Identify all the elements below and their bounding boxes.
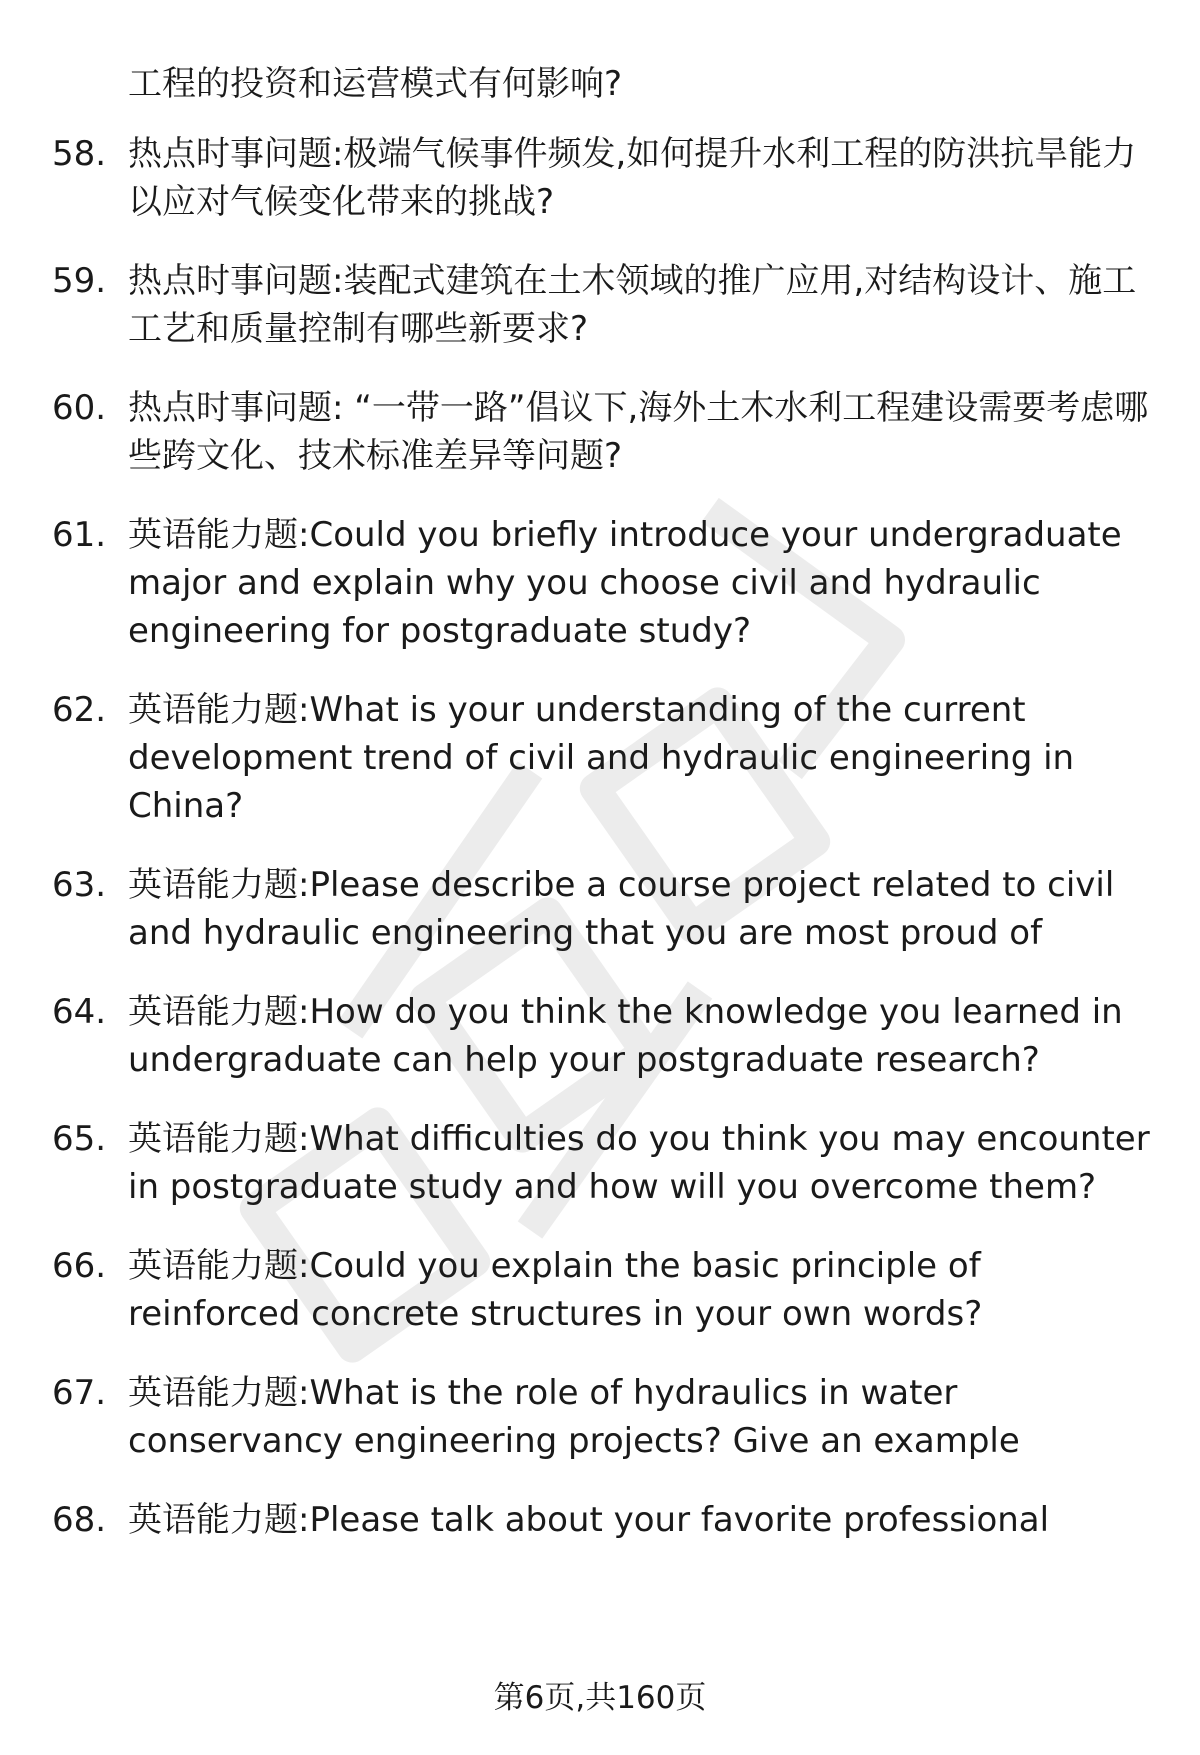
question-number: 62. [52, 690, 107, 730]
list-item [0, 257, 1200, 353]
question-number: 59. [52, 261, 107, 301]
list-item [0, 1242, 1200, 1338]
question-text: 热点时事问题:极端气候事件频发,如何提升水利工程的防洪抗旱能力以应对气候变化带来的挑战? [128, 134, 1137, 222]
page-footer: 第6页,共160页 [493, 1680, 707, 1716]
question-number: 65. [52, 1119, 107, 1159]
question-number: 61. [52, 515, 107, 555]
question-number: 66. [52, 1246, 107, 1286]
question-number: 67. [52, 1373, 107, 1413]
question-text: 英语能力题:Please talk about your favorite professional [128, 1500, 1050, 1540]
question-number: 68. [52, 1500, 107, 1540]
list-item [0, 1369, 1200, 1465]
question-text: 热点时事问题:装配式建筑在土木领域的推广应用,对结构设计、施工工艺和质量控制有哪些新要求? [128, 261, 1137, 349]
question-number: 63. [52, 865, 107, 905]
list-item [0, 1496, 1200, 1544]
question-text: 英语能力题:What difficulties do you think you may encounter in postgraduate study and how will you overcome them? [128, 1119, 1150, 1207]
question-text: 英语能力题:What is your understanding of the current development trend of civil and hydraulic engineering in China? [128, 690, 1075, 826]
question-text: 英语能力题:How do you think the knowledge you learned in undergraduate can help your postgraduate research? [128, 992, 1123, 1080]
question-text: 英语能力题:Could you explain the basic principle of reinforced concrete structures in your own words? [128, 1246, 983, 1334]
list-item [0, 861, 1200, 957]
list-item [0, 988, 1200, 1084]
list-item [0, 130, 1200, 226]
question-text: 英语能力题:Could you briefly introduce your undergraduate major and explain why you choose civil and hydraulic engineering for postgraduate study? [128, 515, 1122, 651]
question-text: 英语能力题:What is the role of hydraulics in water conservancy engineering projects? Give an example [128, 1373, 1020, 1461]
list-item [0, 511, 1200, 655]
continuation-text: 工程的投资和运营模式有何影响? [128, 64, 623, 104]
list-item [0, 384, 1200, 480]
question-number: 60. [52, 388, 107, 428]
question-number: 58. [52, 134, 107, 174]
list-item [0, 686, 1200, 830]
list-item [0, 1115, 1200, 1211]
question-list [0, 130, 1200, 1575]
question-text: 热点时事问题: “一带一路”倡议下,海外土木水利工程建设需要考虑哪些跨文化、技术标准差异等问题? [128, 388, 1149, 476]
question-text: 英语能力题:Please describe a course project related to civil and hydraulic engineering that you are most proud of [128, 865, 1115, 953]
question-number: 64. [52, 992, 107, 1032]
